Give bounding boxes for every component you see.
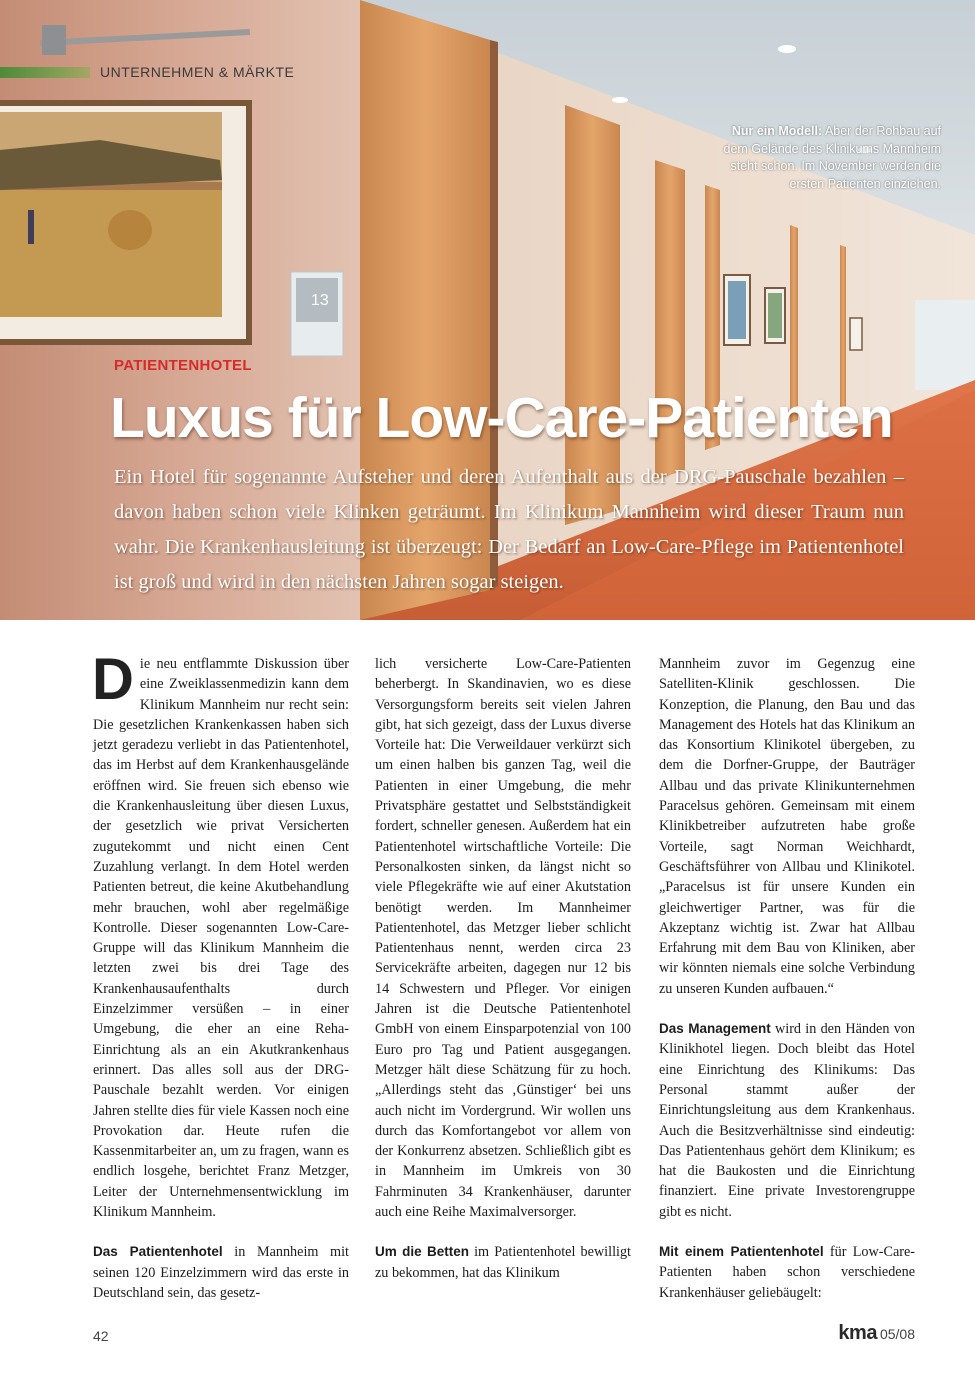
caption-lead: Nur ein Modell:: [731, 124, 823, 138]
page-number: 42: [93, 1328, 109, 1344]
article-kicker: PATIENTENHOTEL: [114, 357, 252, 374]
magazine-brand: [838, 1322, 915, 1345]
paragraph: [659, 1019, 915, 1222]
section-label: UNTERNEHMEN & MÄRKTE: [100, 64, 295, 80]
article-lead: Ein Hotel für sogenannte Aufsteher und deren Aufenthalt aus der DRG-Pauschale bezahlen – davon haben schon viele Klinken geträumt. Im Klinikum Mannheim wird dieser Traum nun wahr. Die Krankenhausleitung ist überzeugt: Der Bedarf an Low-Care-Pflege im Patientenhotel ist groß und wird in den nächsten Jahren sogar steigen.: [114, 466, 904, 593]
issue-number: 05/08: [879, 1326, 915, 1342]
caption-text: Aber der Rohbau auf dem Gelände des Klinikums Mannheim steht schon. Im November werden die ersten Patienten einziehen.: [723, 124, 941, 191]
article-column-2: [375, 654, 631, 1303]
paragraph-text: wird in den Händen von Klinikhotel liegen. Doch bleibt das Hotel eine Einrichtung des Klinikums: Das Personal stammt außer der Einrichtungsleitung aus dem Krankenhaus. Auch die Besitzverhältnisse sind eindeutig: Das Patientenhaus gehört dem Klinikum; es hat die Baukosten und die Einrichtung finanziert. Eine private Investorengruppe gibt es nicht.: [659, 1021, 915, 1220]
subheading: Um die Betten: [375, 1244, 469, 1260]
paragraph-text: in Mannheim mit seinen 120 Einzelzimmern wird das erste in Deutschland sein, das gesetz-: [93, 1244, 349, 1301]
article-column-3: [659, 654, 915, 1323]
article-column-1: [92, 647, 349, 1323]
paragraph: [659, 1242, 915, 1303]
section-color-bar: [0, 67, 90, 78]
magazine-logo: kma: [838, 1322, 877, 1344]
paragraph: [375, 654, 631, 1222]
subheading: Mit einem Patientenhotel: [659, 1244, 824, 1260]
paragraph: [92, 647, 349, 1222]
paragraph-text: lich versicherte Low-Care-Patienten beherbergt. In Skandinavien, wo es diese Versorgungsform bereits seit vielen Jahren gibt, hat sich gezeigt, dass der Luxus diverse Vorteile hat: Die Verweildauer verkürzt sich um einen halben bis ganzen Tag, weil die Patienten in einer Umgebung, die mehr Privatsphäre gestattet und Selbstständigkeit fordert, schneller genesen. Außerdem hat ein Patientenhotel wirtschaftliche Vorteile: Die Personalkosten sinken, da längst nicht so viele Pflegekräfte wie auf einer Akutstation benötigt werden. Im Mannheimer Patientenhotel, das Metzger lieber schlicht Patientenhaus nennt, werden circa 23 Servicekräfte arbeiten, dagegen nur 12 bis 14 Schwestern und Pfleger. Vor einigen Jahren ist die Deutsche Patientenhotel GmbH von einem Einsparpotenzial von 100 Euro pro Tag und Patient ausgegangen. Metzger hält diese Schätzung für zu hoch. „Allerdings steht das ‚Günstiger‘ bei uns auch nicht im Vordergrund. Wir wollen uns durch das Komfortangebot vor allem von der Konkurrenz absetzen. Schließlich gibt es in Mannheim im Umkreis von 30 Fahrminuten 34 Krankenhäuser, darunter auch eine Reihe Maximalversorger.: [375, 656, 631, 1221]
hero-image: [0, 0, 975, 620]
paragraph-text: für Low-Care-Patienten haben schon verschiedene Krankenhäuser geliebäugelt:: [659, 1244, 915, 1301]
paragraph: [375, 1242, 631, 1283]
article-headline: Luxus für Low-Care-Patienten: [110, 386, 893, 450]
subheading: Das Patientenhotel: [93, 1244, 223, 1260]
subheading: Das Management: [659, 1021, 771, 1037]
paragraph: [659, 654, 915, 999]
room-number: 13: [311, 292, 329, 309]
image-caption: [721, 123, 941, 193]
paragraph-text: ie neu entflammte Diskussion über eine Zweiklassenmedizin kann dem Klinikum Mannheim nur recht sein: Die gesetzlichen Krankenkassen haben sich jetzt geradezu verliebt in das Patientenhotel, das im Herbst auf dem Krankenhausgelände eröffnen wird. Sie freuen sich ebenso wie die Krankenhausleitung über diesen Luxus, der gesetzlich wie privat Versicherten zugutekommt und nicht einen Cent Zuzahlung verlangt. In dem Hotel werden Patienten betreut, die keine Akutbehandlung mehr brauchen, wohl aber regelmäßige Kontrolle. Dieser sogenannten Low-Care-Gruppe will das Klinikum Mannheim die letzten zwei bis drei Tage des Krankenhausaufenthalts durch Einzelzimmer versüßen – in einer Umgebung, die eher an eine Reha-Einrichtung als an ein Akutkrankenhaus erinnert. Das alles soll aus der DRG-Pauschale bezahlt werden. Vor einigen Jahren stellte dies für viele Kassen noch eine Provokation dar. Heute rufen die Kassenmitarbeiter an, um zu fragen, wann es endlich losgehe, berichtet Franz Metzger, Leiter der Unternehmensentwicklung im Klinikum Mannheim.: [93, 656, 349, 1221]
paragraph: [93, 1242, 349, 1303]
drop-cap: D: [92, 647, 134, 712]
paragraph-text: im Patientenhotel bewilligt zu bekommen, hat das Klinikum: [375, 1244, 631, 1281]
paragraph-text: Mannheim zuvor im Gegenzug eine Satelliten-Klinik geschlossen. Die Konzeption, die Planung, den Bau und das Management des Hotels hat das Klinikum an das Konsortium Klinikotel übergeben, zu dem die Dorfner-Gruppe, der Bauträger Allbau und das private Klinikunternehmen Paracelsus gehören. Gemeinsam mit einem Klinikbetreiber aufzutreten habe große Vorteile, sagt Norman Weichhardt, Geschäftsführer von Allbau und Klinikotel. „Paracelsus ist für unsere Kunden ein gleichwertiger Partner, was für die Akzeptanz wichtig ist. Zwar hat Allbau Erfahrung mit dem Bau von Kliniken, aber wir könnten niemals eine solche Verbindung zu unseren Kunden aufbauen.“: [659, 656, 915, 997]
